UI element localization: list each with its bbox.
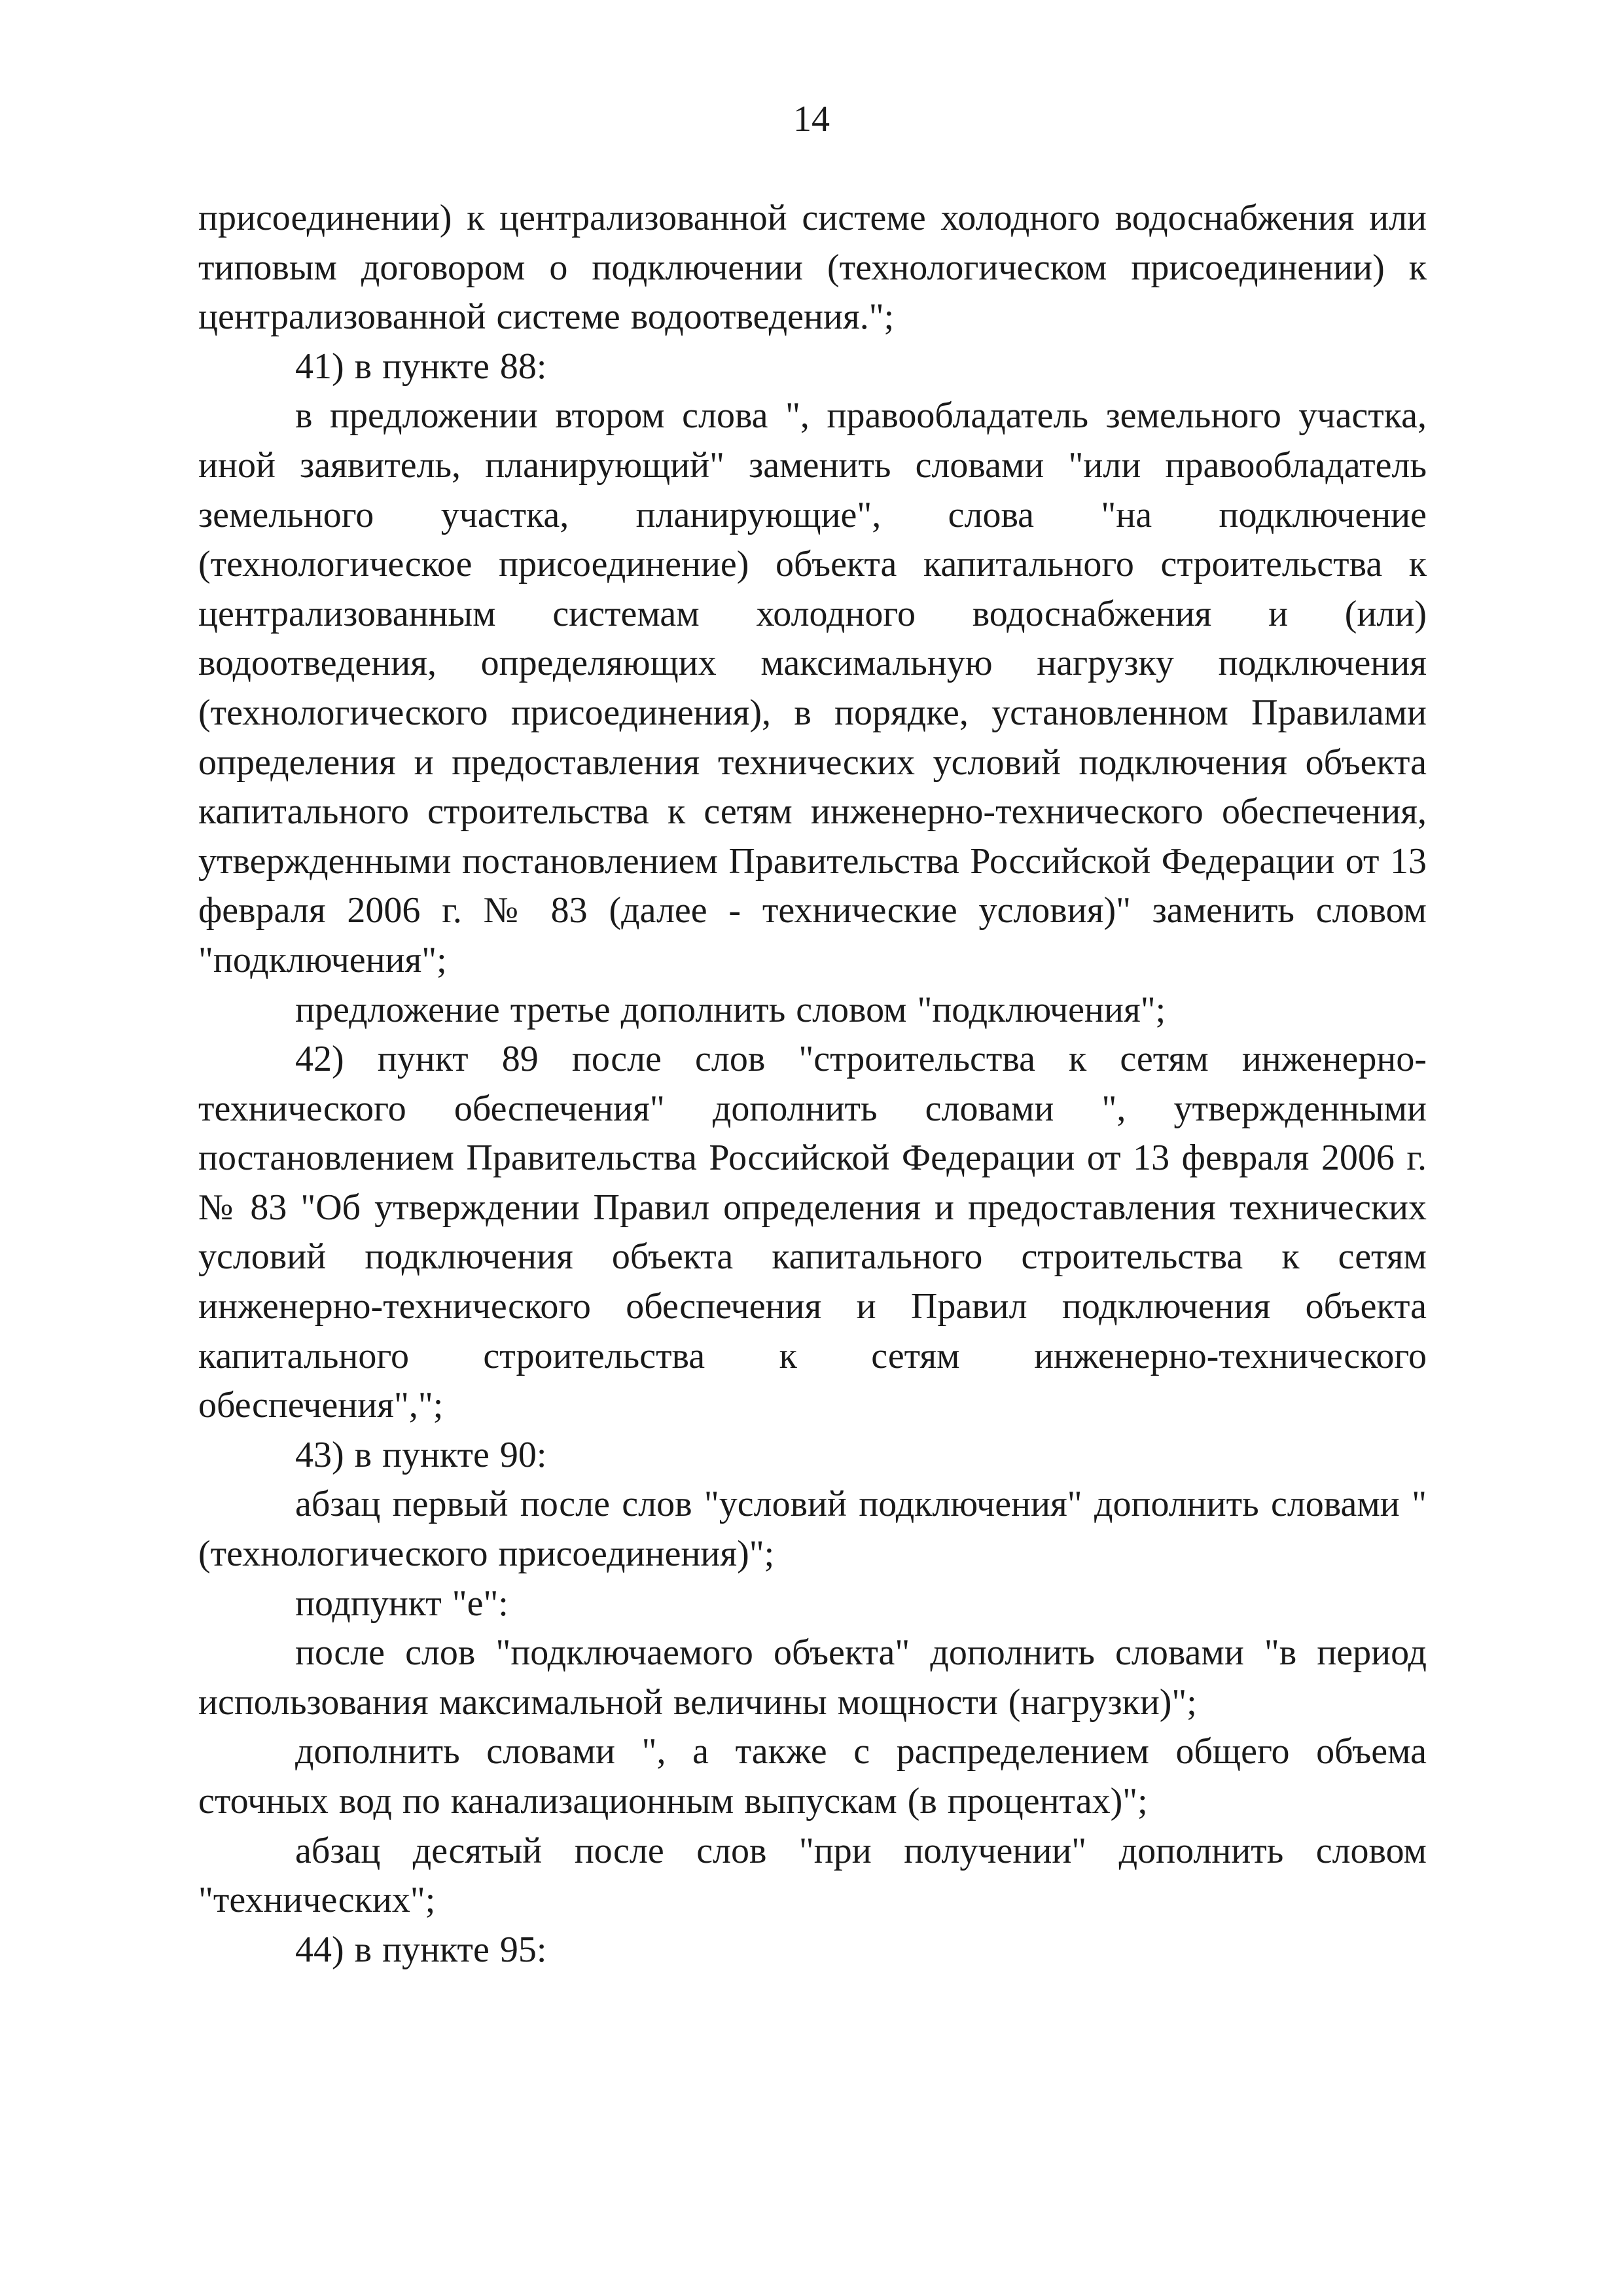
item-41-paragraph-1: в предложении втором слова ", правообладатель земельного участка, иной заявитель, планирующий" заменить словами "или правообладатель земельного участка, планирующие", слова "на подключение (технологическое присоединение) объекта капитального строительства к централизованным системам холодного водоснабжения и (или) водоотведения, определяющих максимальную нагрузку подключения (технологического присоединения), в порядке, установленном Правилами определения и предоставления технических условий подключения объекта капитального строительства к сетям инженерно-технического обеспечения, утвержденными постановлением Правительства Российской Федерации от 13 февраля 2006 г. № 83 (далее - технические условия)" заменить словом "подключения";: [198, 395, 1427, 980]
item-44-heading: 44) в пункте 95:: [295, 1929, 547, 1970]
item-43-paragraph-4: абзац десятый после слов "при получении" дополнить словом "технических";: [198, 1830, 1427, 1921]
item-43-paragraph-3: дополнить словами ", а также с распределением общего объема сточных вод по канализационным выпускам (в процентах)";: [198, 1731, 1427, 1821]
item-43-subitem-e: подпункт "е":: [295, 1583, 508, 1624]
paragraph-continuation: присоединении) к централизованной системе холодного водоснабжения или типовым договором о подключении (технологическом присоединении) к централизованной системе водоотведения.";: [198, 198, 1427, 338]
item-42-paragraph: 42) пункт 89 после слов "строительства к сетям инженерно-технического обеспечения" дополнить словами ", утвержденными постановлением Правительства Российской Федерации от 13 февраля 2006 г. № 83 "Об утверждении Правил определения и предоставления технических условий подключения объекта капитального строительства к сетям инженерно-технического обеспечения и Правил подключения объекта капитального строительства к сетям инженерно-технического обеспечения",";: [198, 1039, 1427, 1426]
page-number: 14: [793, 99, 830, 139]
item-41-heading: 41) в пункте 88:: [295, 346, 547, 387]
item-41-paragraph-2: предложение третье дополнить словом "подключения";: [295, 989, 1166, 1030]
document-body: [198, 194, 1427, 1975]
item-43-paragraph-2: после слов "подключаемого объекта" дополнить словами "в период использования максимальной величины мощности (нагрузки)";: [198, 1632, 1427, 1723]
item-43-heading: 43) в пункте 90:: [295, 1434, 547, 1475]
item-43-paragraph-1: абзац первый после слов "условий подключения" дополнить словами "(технологического присоединения)";: [198, 1484, 1427, 1575]
